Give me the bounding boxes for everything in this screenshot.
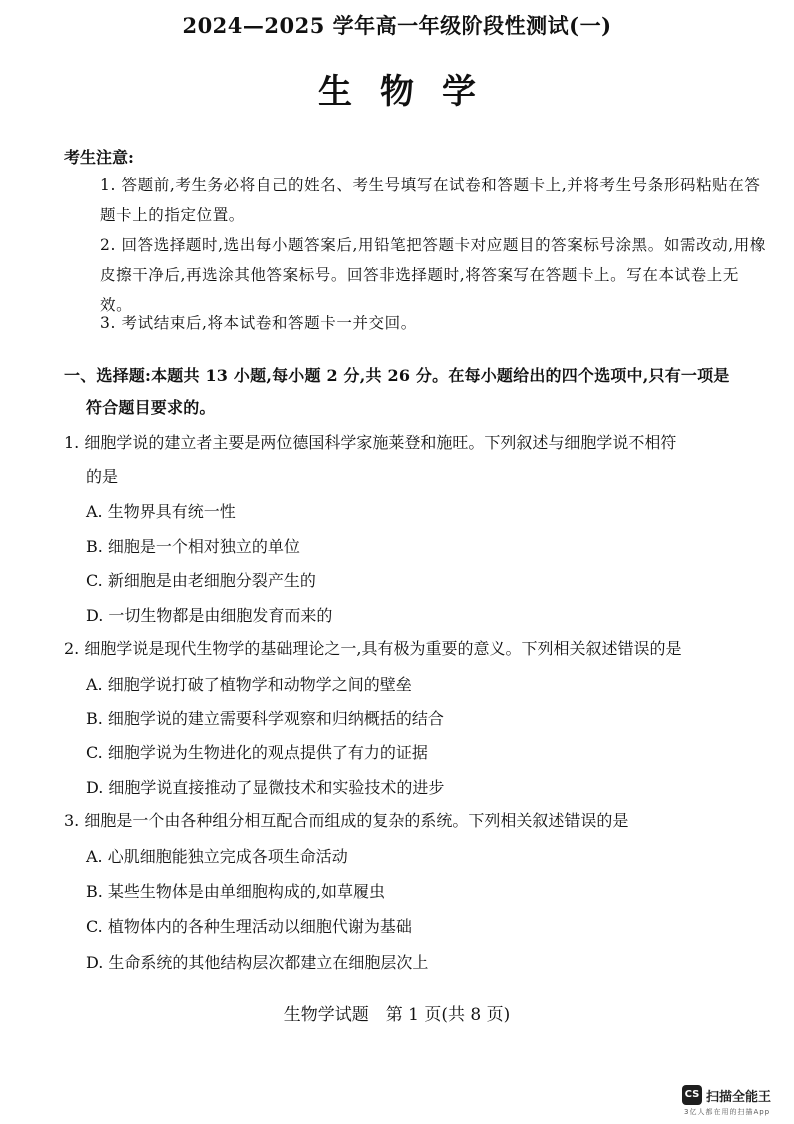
scanner-app-name: 扫描全能王: [706, 1090, 772, 1105]
notice-heading: 考生注意:: [64, 148, 134, 167]
section-heading: [64, 360, 768, 424]
question-2-option-d: D. 细胞学说直接推动了显微技术和实验技术的进步: [86, 778, 445, 797]
question-2-option-c: C. 细胞学说为生物进化的观点提供了有力的证据: [86, 743, 428, 762]
notice-item-2: 2. 回答选择题时,选出每小题答案后,用铅笔把答题卡对应题目的答案标号涂黑。如需改动,用橡皮擦干净后,再选涂其他答案标号。回答非选择题时,将答案写在答题卡上。写在本试卷上无效。: [100, 236, 766, 314]
question-1-option-d: D. 一切生物都是由细胞发育而来的: [86, 606, 333, 625]
question-2-option-b: B. 细胞学说的建立需要科学观察和归纳概括的结合: [86, 709, 444, 728]
question-1-stem-line1: 1. 细胞学说的建立者主要是两位德国科学家施莱登和施旺。下列叙述与细胞学说不相符: [64, 433, 677, 452]
question-2-option-a: A. 细胞学说打破了植物学和动物学之间的壁垒: [86, 675, 412, 694]
question-1-option-a: A. 生物界具有统一性: [86, 502, 236, 521]
notice-item-3: 3. 考试结束后,将本试卷和答题卡一并交回。: [100, 314, 417, 332]
question-3-option-c: C. 植物体内的各种生理活动以细胞代谢为基础: [86, 917, 412, 936]
question-3-stem: [64, 804, 764, 838]
section-heading-line1: 一、选择题:本题共 13 小题,每小题 2 分,共 26 分。在每小题给出的四个选项中,只有一项是: [64, 366, 730, 385]
question-3-option-d: D. 生命系统的其他结构层次都建立在细胞层次上: [86, 953, 429, 972]
page-footer: 生物学试题 第 1 页(共 8 页): [283, 1005, 511, 1025]
question-3-stem-line1: 3. 细胞是一个由各种组分相互配合而组成的复杂的系统。下列相关叙述错误的是: [64, 811, 629, 830]
question-1-stem-line2: 的是: [86, 467, 119, 486]
question-1-stem: [64, 426, 764, 494]
section-heading-line2: 符合题目要求的。: [86, 398, 216, 417]
subject-title: 生物学: [318, 72, 504, 112]
question-1-option-c: C. 新细胞是由老细胞分裂产生的: [86, 571, 316, 590]
notice-item-1: 1. 答题前,考生务必将自己的姓名、考生号填写在试卷和答题卡上,并将考生号条形码粘贴在答题卡上的指定位置。: [100, 176, 761, 224]
exam-title: 2024—2025 学年高一年级阶段性测试(一): [182, 13, 612, 38]
camscanner-logo-icon: CS: [682, 1085, 702, 1105]
scanner-tagline: 3亿人都在用的扫描App: [684, 1108, 771, 1116]
question-1-option-b: B. 细胞是一个相对独立的单位: [86, 537, 300, 556]
question-2-stem-line1: 2. 细胞学说是现代生物学的基础理论之一,具有极为重要的意义。下列相关叙述错误的是: [64, 639, 682, 658]
scanner-watermark: [682, 1085, 792, 1119]
question-2-stem: [64, 632, 764, 666]
question-3-option-a: A. 心肌细胞能独立完成各项生命活动: [86, 847, 348, 866]
question-3-option-b: B. 某些生物体是由单细胞构成的,如草履虫: [86, 882, 386, 901]
